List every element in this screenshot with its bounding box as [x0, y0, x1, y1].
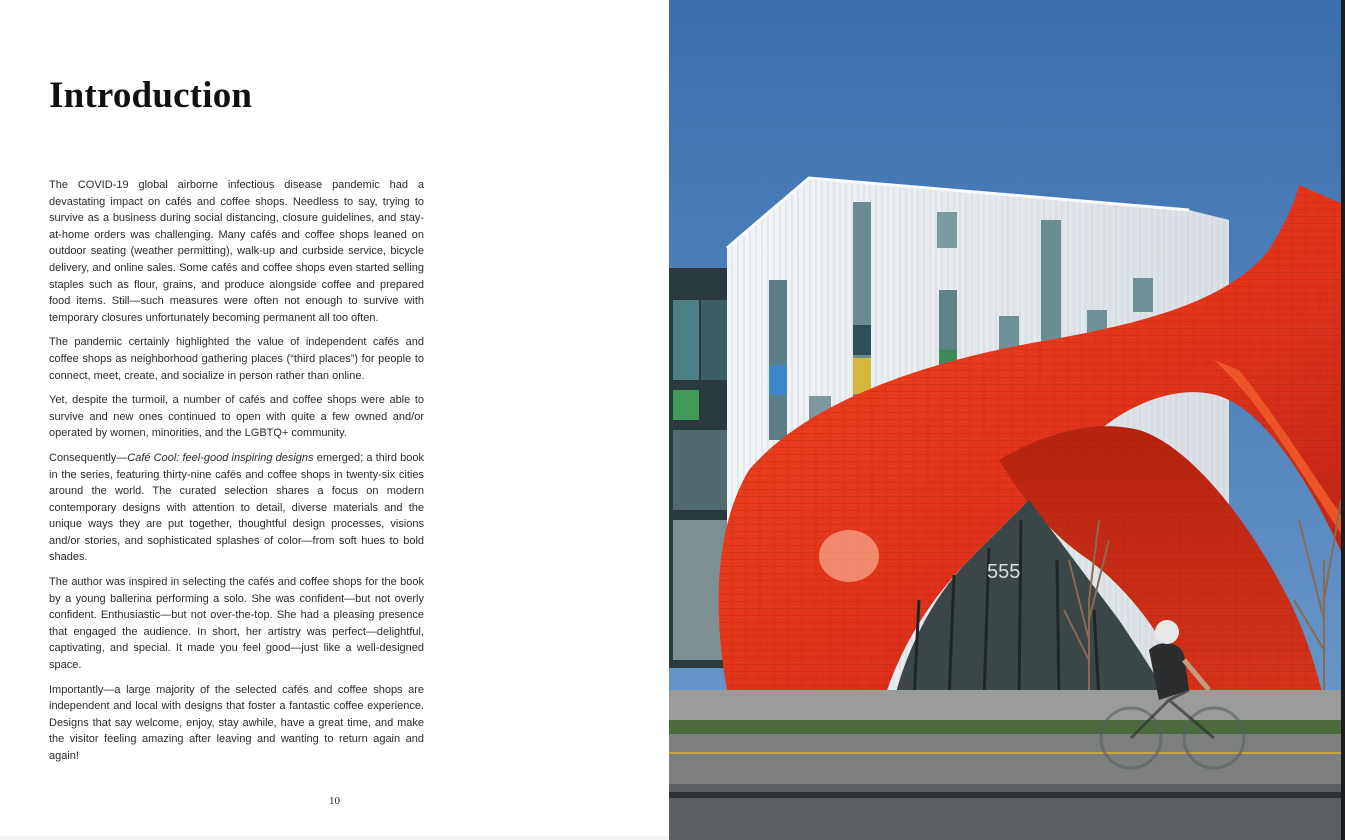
ground: [669, 690, 1345, 840]
book-title: Café Cool: feel-good inspiring designs: [127, 451, 314, 464]
paragraph-3: Yet, despite the turmoil, a number of cafés and coffee shops were able to survive and new ones continued to open with quite a few owned and/or operated by women, minorities, and the LGBTQ+ community.: [49, 394, 424, 440]
paragraph-6: Importantly—a large majority of the selected cafés and coffee shops are independent and local with designs that foster a fantastic coffee experience. Designs that say welcome, enjoy, stay awhile, have a great time, and make the visitor feeling amazing after leaving and wanting to return again and again!: [49, 683, 424, 762]
paragraph-5: The author was inspired in selecting the cafés and coffee shops for the book by a young ballerina performing a solo. She was confident—but not overly confident. Enthusiastic—but not over-the-top. She had a pleasing presence that engaged the audience. In short, her artistry was perfect—delightful, captivating, and special. It made you feel good—just like a well-designed space.: [49, 576, 424, 672]
page-number: 10: [329, 795, 340, 807]
paragraph-2: The pandemic certainly highlighted the value of independent cafés and coffee shops as neighborhood gathering places (“third places”) for people to connect, meet, create, and socialize in person rather than online.: [49, 336, 424, 382]
cafe-photo: [669, 0, 1345, 840]
paragraph-4-rest: emerged; a third book in the series, featuring thirty-nine cafés and coffee shops in twenty-six cities around the world. The curated selection shares a focus on modern contemporary designs with attention to detail, diverse materials and the unique ways they are put together, thoughtful design processes, visions and/or stories, and sophisticated splashes of color—from soft hues to bold shades.: [49, 451, 424, 564]
paragraph-4-lead: Consequently—: [49, 451, 128, 464]
paragraph-1: The COVID-19 global airborne infectious disease pandemic had a devastating impact on cafés and coffee shops. Needless to say, trying to survive as a business during social distancing, closure guidelines, and stay-at-home orders was challenging. Many cafés and coffee shops leaned on outdoor seating (weather permitting), walk-up and curbside service, bicycle delivery, and online sales. Some cafés and coffee shops even started selling staples such as flour, grains, and produce alongside coffee and prepared food items. Still—such measures were often not enough to survive with temporary closures unfortunately becoming permanent all too often.: [49, 179, 424, 324]
cafe-photo-illustration: [669, 0, 1345, 840]
body-text: [49, 177, 424, 773]
left-page: [0, 0, 669, 840]
page-gutter-edge: [1341, 0, 1345, 840]
paragraph-4: [49, 450, 424, 566]
page-edge: [0, 836, 669, 840]
building-number: 555: [987, 561, 1021, 583]
page-title: Introduction: [49, 75, 253, 116]
